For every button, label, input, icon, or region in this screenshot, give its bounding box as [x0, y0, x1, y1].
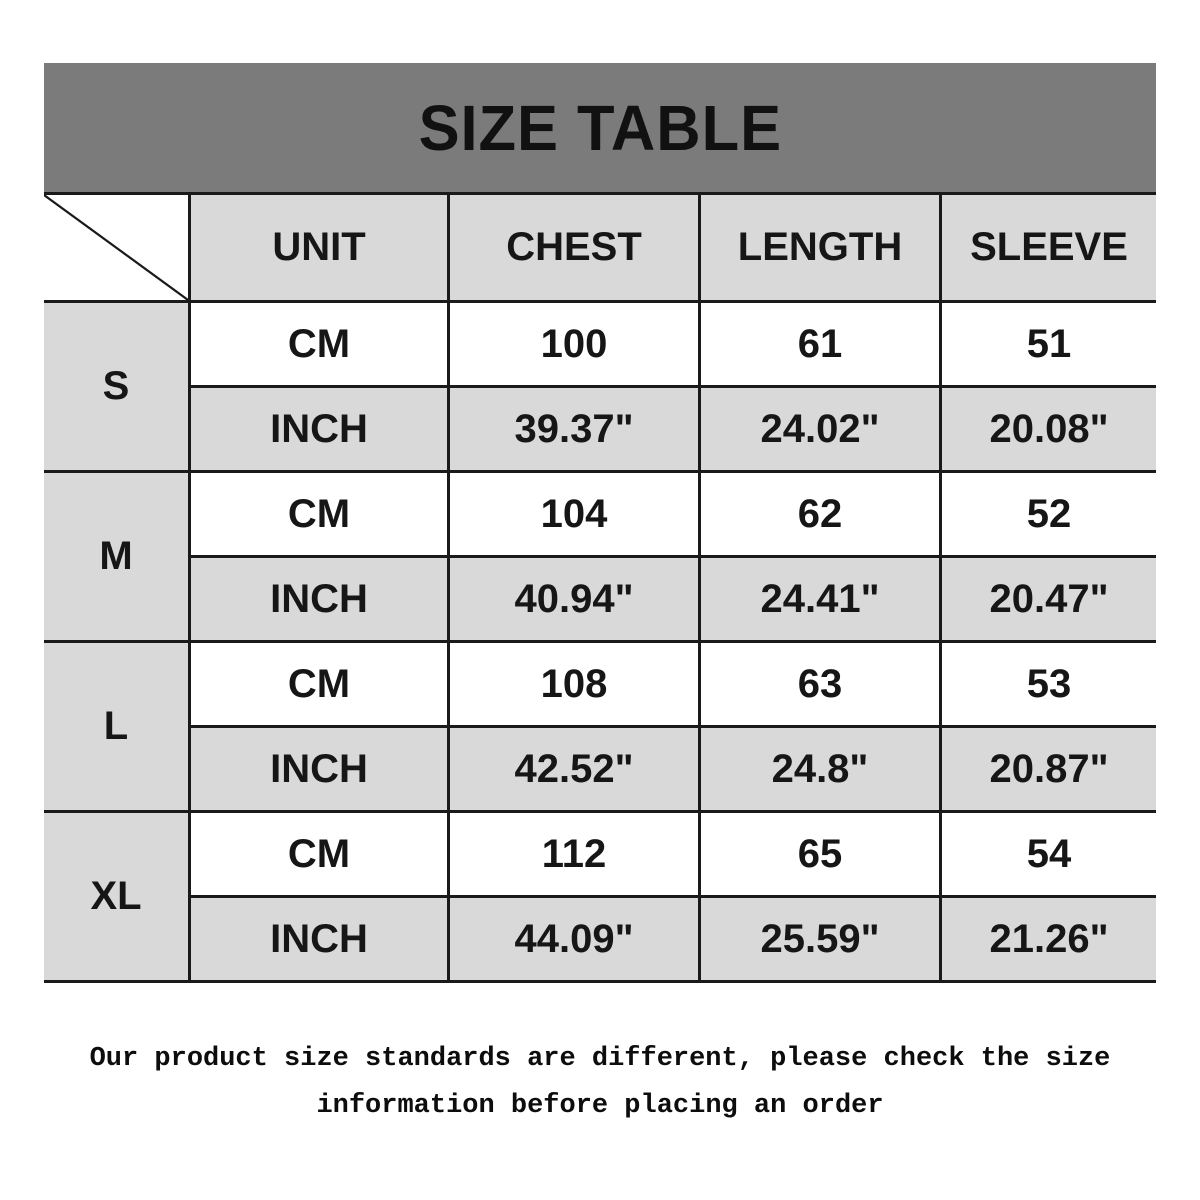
- diagonal-header-cell: [44, 195, 188, 300]
- value-m-cm-sleeve: 52: [942, 473, 1156, 555]
- value-xl-cm-chest: 112: [450, 813, 698, 895]
- footer-note-line1: Our product size standards are different, please check the size: [89, 1044, 1111, 1074]
- value-s-cm-chest: 100: [450, 303, 698, 385]
- value-m-cm-chest: 104: [450, 473, 698, 555]
- header-cell-length: LENGTH: [701, 195, 939, 300]
- unit-label-inch: INCH: [191, 558, 447, 640]
- header-cell-chest: CHEST: [450, 195, 698, 300]
- unit-label-inch: INCH: [191, 728, 447, 810]
- unit-label-inch: INCH: [191, 898, 447, 980]
- value-l-inch-sleeve: 20.87": [942, 728, 1156, 810]
- value-l-cm-chest: 108: [450, 643, 698, 725]
- unit-label-cm: CM: [191, 473, 447, 555]
- value-l-inch-length: 24.8": [701, 728, 939, 810]
- value-s-cm-length: 61: [701, 303, 939, 385]
- value-s-inch-length: 24.02": [701, 388, 939, 470]
- value-xl-cm-length: 65: [701, 813, 939, 895]
- value-l-inch-chest: 42.52": [450, 728, 698, 810]
- size-label-s: S: [44, 303, 188, 470]
- value-l-cm-length: 63: [701, 643, 939, 725]
- unit-label-cm: CM: [191, 303, 447, 385]
- value-s-cm-sleeve: 51: [942, 303, 1156, 385]
- value-m-inch-length: 24.41": [701, 558, 939, 640]
- size-label-xl: XL: [44, 813, 188, 980]
- value-s-inch-chest: 39.37": [450, 388, 698, 470]
- diagonal-line-icon: [44, 195, 188, 300]
- header-cell-sleeve: SLEEVE: [942, 195, 1156, 300]
- title-band: [44, 63, 1156, 192]
- unit-label-inch: INCH: [191, 388, 447, 470]
- size-label-m: M: [44, 473, 188, 640]
- value-xl-inch-sleeve: 21.26": [942, 898, 1156, 980]
- value-m-inch-sleeve: 20.47": [942, 558, 1156, 640]
- value-xl-cm-sleeve: 54: [942, 813, 1156, 895]
- size-label-l: L: [44, 643, 188, 810]
- size-table: [44, 192, 1156, 983]
- header-cell-unit: UNIT: [191, 195, 447, 300]
- unit-label-cm: CM: [191, 643, 447, 725]
- footer-note: [0, 1036, 1200, 1130]
- value-m-cm-length: 62: [701, 473, 939, 555]
- value-xl-inch-length: 25.59": [701, 898, 939, 980]
- value-s-inch-sleeve: 20.08": [942, 388, 1156, 470]
- unit-label-cm: CM: [191, 813, 447, 895]
- page-title: SIZE TABLE: [418, 91, 782, 164]
- value-m-inch-chest: 40.94": [450, 558, 698, 640]
- footer-note-line2: information before placing an order: [316, 1091, 884, 1121]
- value-xl-inch-chest: 44.09": [450, 898, 698, 980]
- value-l-cm-sleeve: 53: [942, 643, 1156, 725]
